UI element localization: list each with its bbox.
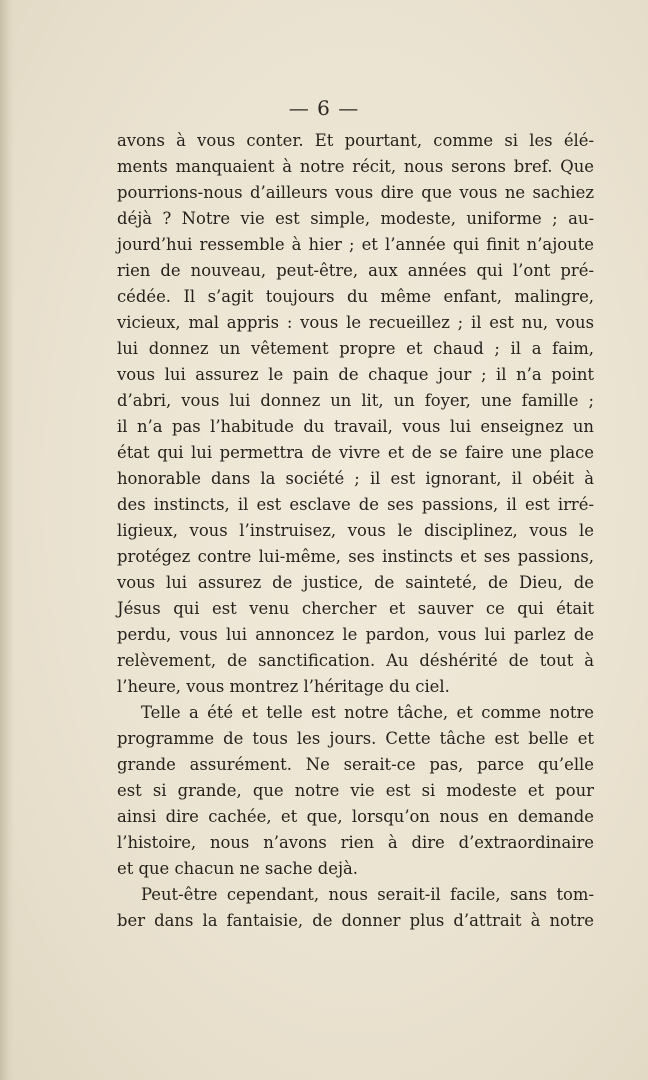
text-line: lui donnez un vêtement propre et chaud ; il a faim, <box>117 339 594 358</box>
text-line: programme de tous les jours. Cette tâche est belle et <box>117 729 594 748</box>
paragraph <box>117 128 594 700</box>
body-text <box>117 128 594 934</box>
text-line: des instincts, il est esclave de ses passions, il est irré- <box>117 495 594 514</box>
text-line: il n’a pas l’habitude du travail, vous lui enseignez un <box>117 417 594 436</box>
text-line: ligieux, vous l’instruisez, vous le disciplinez, vous le <box>117 521 594 540</box>
text-line: rien de nouveau, peut-être, aux années qui l’ont pré- <box>117 261 594 280</box>
text-line: état qui lui permettra de vivre et de se faire une place <box>117 443 594 462</box>
text-line: relèvement, de sanctification. Au déshérité de tout à <box>117 651 594 670</box>
text-line: cédée. Il s’agit toujours du même enfant, malingre, <box>117 287 594 306</box>
text-line: l’heure, vous montrez l’héritage du ciel. <box>117 677 450 696</box>
text-line: protégez contre lui-même, ses instincts et ses passions, <box>117 547 594 566</box>
text-line: ainsi dire cachée, et que, lorsqu’on nous en demande <box>117 807 594 826</box>
text-line: Peut-être cependant, nous serait-il facile, sans tom- <box>141 885 594 904</box>
text-line: vicieux, mal appris : vous le recueillez ; il est nu, vous <box>117 313 594 332</box>
paragraph <box>117 700 594 882</box>
text-line: ments manquaient à notre récit, nous serons bref. Que <box>117 157 594 176</box>
text-line: d’abri, vous lui donnez un lit, un foyer, une famille ; <box>117 391 594 410</box>
text-line: grande assurément. Ne serait-ce pas, parce qu’elle <box>117 755 594 774</box>
page-number: — 6 — <box>288 96 360 120</box>
text-line: avons à vous conter. Et pourtant, comme si les élé- <box>117 131 594 150</box>
text-line: Jésus qui est venu chercher et sauver ce qui était <box>117 599 594 618</box>
page-spine-shadow <box>0 0 14 1080</box>
text-line: Telle a été et telle est notre tâche, et comme notre <box>141 703 594 722</box>
text-line: jourd’hui ressemble à hier ; et l’année qui finit n’ajoute <box>117 235 594 254</box>
text-line: perdu, vous lui annoncez le pardon, vous lui parlez de <box>117 625 594 644</box>
text-line: et que chacun ne sache dejà. <box>117 859 359 878</box>
paragraph <box>117 882 594 934</box>
text-line: est si grande, que notre vie est si modeste et pour <box>117 781 594 800</box>
text-line: honorable dans la société ; il est ignorant, il obéit à <box>117 469 594 488</box>
text-line: ber dans la fantaisie, de donner plus d’attrait à notre <box>117 911 594 930</box>
text-line: l’histoire, nous n’avons rien à dire d’extraordinaire <box>117 833 594 852</box>
text-line: vous lui assurez de justice, de sainteté, de Dieu, de <box>117 573 594 592</box>
text-line: vous lui assurez le pain de chaque jour ; il n’a point <box>117 365 594 384</box>
text-line: déjà ? Notre vie est simple, modeste, uniforme ; au- <box>117 209 594 228</box>
text-line: pourrions-nous d’ailleurs vous dire que vous ne sachiez <box>117 183 594 202</box>
